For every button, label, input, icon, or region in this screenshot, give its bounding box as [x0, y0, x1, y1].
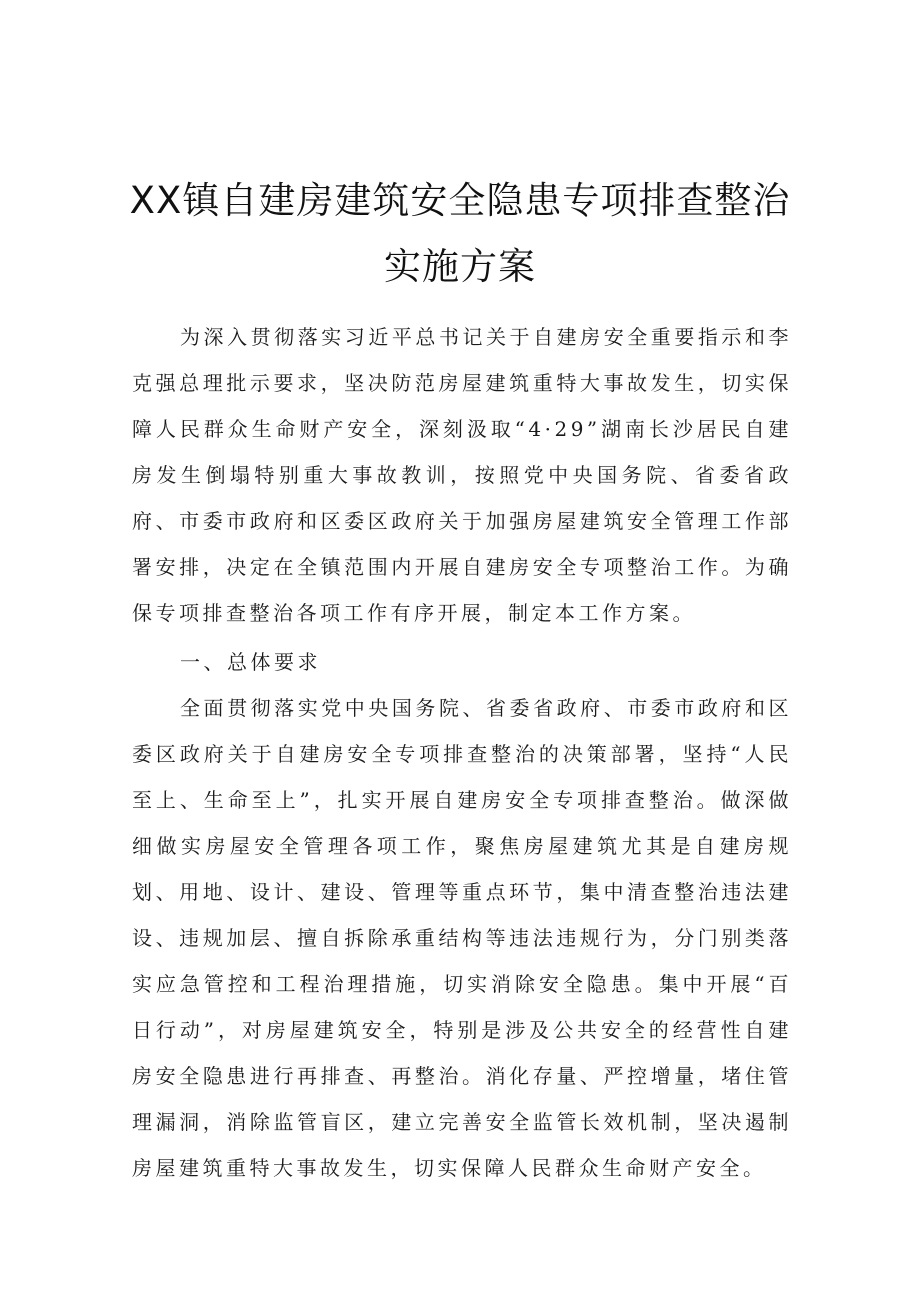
intro-paragraph: 为深入贯彻落实习近平总书记关于自建房安全重要指示和李克强总理批示要求，坚决防范房屋建筑重特大事故发生，切实保障人民群众生命财产安全，深刻汲取“4·29”湖南长沙居民自建房发生倒塌特别重大事故教训，按照党中央国务院、省委省政府、市委市政府和区委区政府关于加强房屋建筑安全管理工作部署安排，决定在全镇范围内开展自建房安全专项整治工作。为确保专项排查整治各项工作有序开展，制定本工作方案。 [132, 325, 792, 625]
section-heading-overall-requirements: 一、总体要求 [180, 650, 321, 674]
overall-requirements-paragraph: 全面贯彻落实党中央国务院、省委省政府、市委市政府和区委区政府关于自建房安全专项排查整治的决策部署，坚持“人民至上、生命至上”，扎实开展自建房安全专项排查整治。做深做细做实房屋安全管理各项工作，聚焦房屋建筑尤其是自建房规划、用地、设计、建设、管理等重点环节，集中清查整治违法建设、违规加层、擅自拆除承重结构等违法违规行为，分门别类落实应急管控和工程治理措施，切实消除安全隐患。集中开展“百日行动”，对房屋建筑安全，特别是涉及公共安全的经营性自建房安全隐患进行再排查、再整治。消化存量、严控增量，堵住管理漏洞，消除监管盲区，建立完善安全监管长效机制，坚决遏制房屋建筑重特大事故发生，切实保障人民群众生命财产安全。 [132, 696, 792, 1180]
document-title-line-1: XX镇自建房建筑安全隐患专项排查整治 [129, 179, 791, 222]
document-title-line-2: 实施方案 [384, 245, 536, 288]
